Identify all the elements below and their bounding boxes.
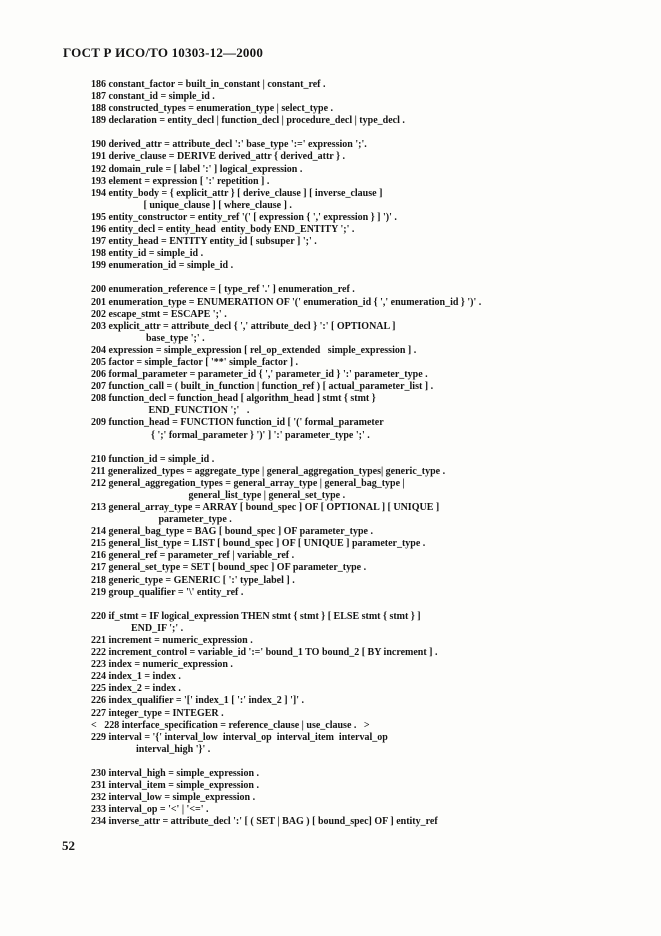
syntax-rule-line: 194 entity_body = { explicit_attr } [ derive_clause ] [ inverse_clause ] [91, 187, 383, 199]
syntax-rule-line: 219 group_qualifier = '\' entity_ref . [91, 586, 244, 598]
syntax-rule-line: 198 entity_id = simple_id . [91, 248, 204, 260]
syntax-rule-line: 193 element = expression [ ':' repetition ] . [91, 175, 270, 187]
syntax-rule-line: 213 general_array_type = ARRAY [ bound_spec ] OF [ OPTIONAL ] [ UNIQUE ] [91, 502, 440, 513]
syntax-rule-line: 196 entity_decl = entity_head entity_body END_ENTITY ';' . [91, 224, 355, 236]
syntax-rule-line: 195 entity_constructor = entity_ref '(' [ expression { ',' expression } ] ')' . [91, 211, 397, 223]
rule-group [91, 454, 651, 599]
syntax-rule-line: 211 generalized_types = aggregate_type | general_aggregation_types| generic_type . [91, 465, 446, 477]
syntax-rule-line: [ unique_clause ] [ where_clause ] . [91, 199, 292, 211]
syntax-rule-line: 217 general_set_type = SET [ bound_spec ] OF parameter_type . [91, 562, 367, 574]
syntax-rule-line: 212 general_aggregation_types = general_array_type | general_bag_type | [91, 477, 405, 489]
syntax-rule-line: 190 derived_attr = attribute_decl ':' base_type ':=' expression ';'. [91, 139, 367, 151]
syntax-rule-line: { ';' formal_parameter } ')' ] ':' parameter_type ';' . [91, 429, 370, 441]
syntax-rule-line: 227 integer_type = INTEGER . [91, 707, 224, 719]
syntax-rule-line: 231 interval_item = simple_expression . [91, 779, 259, 791]
syntax-rule-line: 197 entity_head = ENTITY entity_id [ subsuper ] ';' . [91, 236, 317, 248]
syntax-rule-line: 208 function_decl = function_head [ algorithm_head ] stmt { stmt } [91, 393, 376, 405]
page-header: ГОСТ Р ИСО/ТО 10303-12—2000 [63, 45, 264, 60]
syntax-rule-line: parameter_type . [91, 514, 232, 526]
syntax-rule-line: 216 general_ref = parameter_ref | variable_ref . [91, 550, 295, 562]
syntax-rule-line: 209 function_head = FUNCTION function_id [ '(' formal_parameter [91, 417, 384, 429]
syntax-rule-line: general_list_type | general_set_type . [91, 489, 346, 501]
syntax-rule-line: 205 factor = simple_factor [ '**' simple_factor ] . [91, 356, 299, 368]
syntax-rule-line: 223 index = numeric_expression . [91, 659, 233, 671]
syntax-rule-line: 202 escape_stmt = ESCAPE ';' . [91, 308, 227, 320]
syntax-rule-line: 222 increment_control = variable_id ':=' bound_1 TO bound_2 [ BY increment ] . [91, 647, 438, 659]
syntax-rule-line: 226 index_qualifier = '[' index_1 [ ':' index_2 ] ']' . [91, 695, 305, 707]
syntax-rule-line: 203 explicit_attr = attribute_decl { ',' attribute_decl } ':' [ OPTIONAL ] [91, 320, 396, 332]
rule-group [91, 79, 651, 127]
rule-group [91, 611, 651, 756]
syntax-rule-line: 189 declaration = entity_decl | function_decl | procedure_decl | type_decl . [91, 115, 405, 127]
syntax-rule-line: 191 derive_clause = DERIVE derived_attr { derived_attr } . [91, 151, 346, 163]
syntax-rule-line: 224 index_1 = index . [91, 671, 181, 683]
syntax-rule-line: 229 interval = '{' interval_low interval_op interval_item interval_op [91, 731, 388, 743]
rule-group [91, 768, 651, 828]
syntax-rule-line: END_FUNCTION ';' . [91, 405, 250, 417]
syntax-rule-line: < 228 interface_specification = reference_clause | use_clause . > [91, 719, 370, 731]
syntax-rule-line: 215 general_list_type = LIST [ bound_spec ] OF [ UNIQUE ] parameter_type . [91, 538, 426, 550]
syntax-rule-line: 225 index_2 = index . [91, 683, 181, 695]
syntax-rule-line: 199 enumeration_id = simple_id . [91, 260, 234, 272]
syntax-rule-line: 210 function_id = simple_id . [91, 453, 215, 465]
syntax-rules-list [91, 79, 651, 840]
syntax-rule-line: 200 enumeration_reference = [ type_ref '.' ] enumeration_ref . [91, 284, 355, 296]
syntax-rule-line: 192 domain_rule = [ label ':' ] logical_expression . [91, 163, 303, 175]
syntax-rule-line: 206 formal_parameter = parameter_id { ',' parameter_id } ':' parameter_type . [91, 369, 428, 381]
syntax-rule-line: 186 constant_factor = built_in_constant | constant_ref . [91, 79, 326, 90]
syntax-rule-line: 234 inverse_attr = attribute_decl ':' [ ( SET | BAG ) [ bound_spec] OF ] entity_ref [91, 816, 438, 828]
rule-group [91, 139, 651, 272]
syntax-rule-line: interval_high '}' . [91, 743, 211, 755]
syntax-rule-line: 220 if_stmt = IF logical_expression THEN stmt { stmt } [ ELSE stmt { stmt } ] [91, 610, 421, 622]
syntax-rule-line: 207 function_call = ( built_in_function | function_ref ) [ actual_parameter_list ] . [91, 381, 434, 393]
syntax-rule-line: 221 increment = numeric_expression . [91, 634, 253, 646]
syntax-rule-line: 218 generic_type = GENERIC [ ':' type_label ] . [91, 574, 295, 586]
syntax-rule-line: base_type ';' . [91, 332, 205, 344]
syntax-rule-line: 188 constructed_types = enumeration_type | select_type . [91, 103, 334, 115]
syntax-rule-line: 232 interval_low = simple_expression . [91, 792, 256, 804]
syntax-rule-line: END_IF ';' . [91, 622, 184, 634]
syntax-rule-line: 187 constant_id = simple_id . [91, 91, 215, 103]
rule-group [91, 284, 651, 441]
syntax-rule-line: 204 expression = simple_expression [ rel_op_extended simple_expression ] . [91, 344, 417, 356]
page-number: 52 [62, 838, 75, 853]
syntax-rule-line: 230 interval_high = simple_expression . [91, 767, 260, 779]
syntax-rule-line: 214 general_bag_type = BAG [ bound_spec ] OF parameter_type . [91, 526, 373, 538]
syntax-rule-line: 233 interval_op = '<' | '<=' . [91, 804, 209, 816]
syntax-rule-line: 201 enumeration_type = ENUMERATION OF '(' enumeration_id { ',' enumeration_id } ')' . [91, 296, 482, 308]
